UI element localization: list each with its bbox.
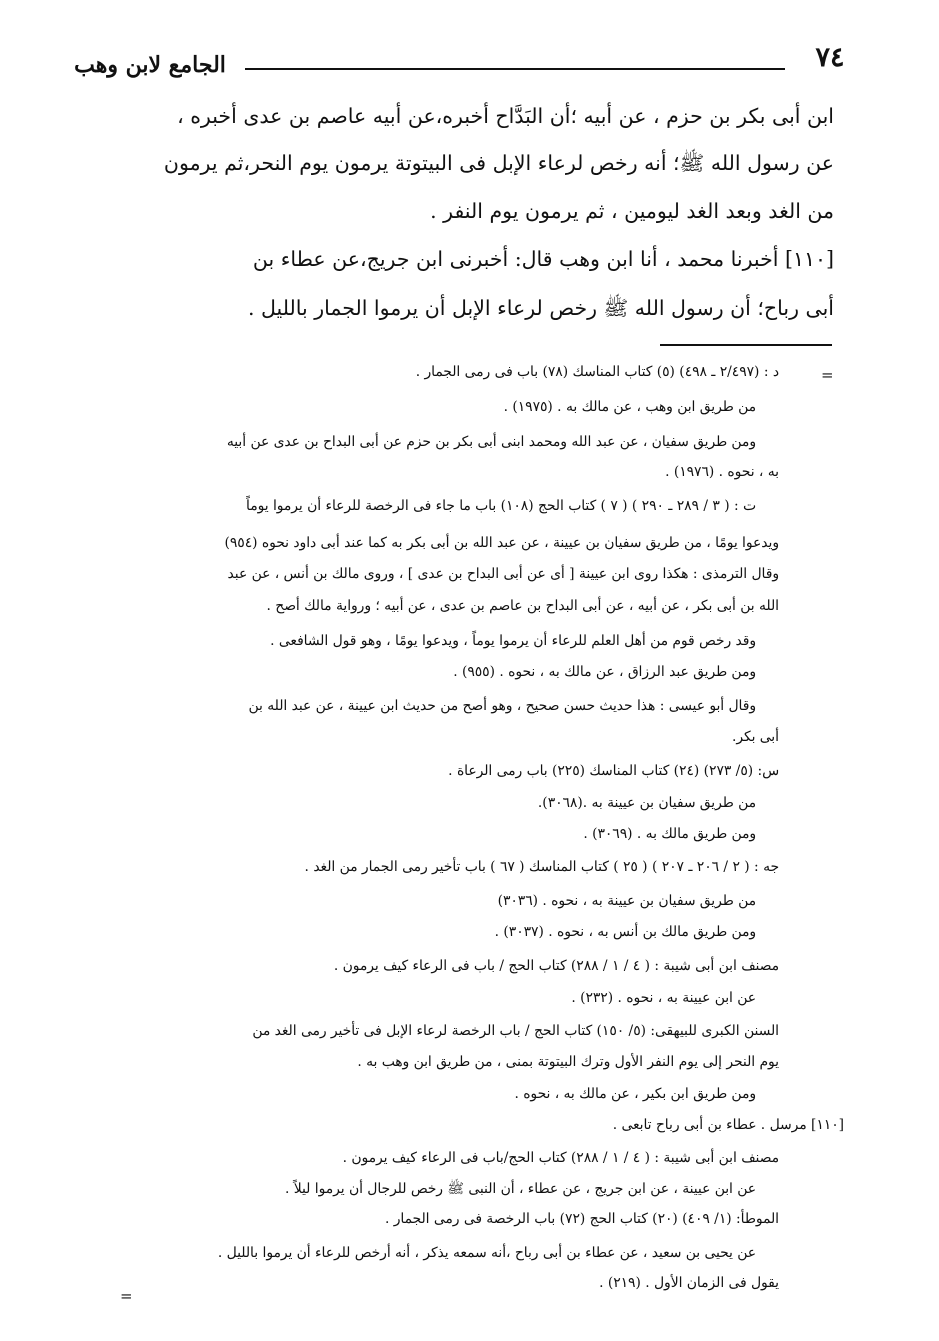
footnote-line: من طريق سفيان بن عيينة به .(٣٠٦٨). (537, 795, 756, 811)
footnote-line: السنن الكبرى للبيهقى: (٥/ ١٥٠) كتاب الحج / باب الرخصة لرعاء الإبل فى تأخير رمى الغد من (252, 1023, 779, 1039)
footnote-line: ت : ( ٣ / ٢٨٩ ـ ٢٩٠ ) ( ٧ ) كتاب الحج (١٠٨) باب ما جاء فى الرخصة للرعاء أن يرموا يوماً (246, 498, 756, 514)
main-text-line-2: عن رسول الله ﷺ؛ أنه رخص لرعاء الإبل فى البيتوتة يرمون يوم النحر،ثم يرمون (163, 151, 834, 175)
footnote-line: س: (٥/ ٢٧٣) (٢٤) كتاب المناسك (٢٢٥) باب رمى الرعاة . (448, 763, 779, 779)
footnote-line: عن ابن عيينة به ، نحوه . (٢٣٢) . (571, 990, 756, 1006)
end-mark: = (120, 1287, 133, 1305)
footnote-line: وقال أبو عيسى : هذا حديث حسن صحيح ، وهو أصح من حديث ابن عيينة ، عن عبد الله بن (248, 698, 756, 714)
footnote-rule (660, 344, 832, 346)
footnote-line: [١١٠] مرسل . عطاء بن أبى رباح تابعى . (612, 1117, 844, 1133)
footnote-line: به ، نحوه . (١٩٧٦) . (665, 464, 779, 480)
book-title: الجامع لابن وهب (74, 52, 226, 78)
main-text-line-1: ابن أبى بكر بن حزم ، عن أبيه ؛أن البَدَّاح أخبره،عن أبيه عاصم بن عدى أخبره ، (177, 104, 834, 128)
footnote-line: مصنف ابن أبى شيبة : ( ٤ / ١ / ٢٨٨) كتاب الحج/باب فى الرعاء كيف يرمون . (342, 1150, 779, 1166)
footnote-line: ويدعوا يومًا ، من طريق سفيان بن عيينة ، عن عبد الله بن أبى بكر به كما عند أبى داود نحوه (٩٥٤) (224, 535, 779, 551)
footnote-line: د : (٢/٤٩٧ ـ ٤٩٨) (٥) كتاب المناسك (٧٨) باب فى رمى الجمار . (415, 364, 779, 380)
footnote-line: الله بن أبى بكر ، عن أبيه ، عن أبى البداح بن عاصم بن عدى ، عن أبيه ؛ ورواية مالك أصح . (266, 598, 779, 614)
header-rule (245, 68, 785, 70)
footnote-line: ومن طريق مالك بن أنس به ، نحوه . (٣٠٣٧) . (494, 924, 756, 940)
main-text-line-4: [١١٠] أخبرنا محمد ، أنا ابن وهب قال: أخبرنى ابن جريج،عن عطاء بن (252, 247, 834, 271)
footnote-line: من طريق سفيان بن عيينة به ، نحوه . (٣٠٣٦) (497, 893, 756, 909)
page-number: ٧٤ (815, 42, 845, 73)
footnote-line: مصنف ابن أبى شيبة : ( ٤ / ١ / ٢٨٨) كتاب الحج / باب فى الرعاء كيف يرمون . (333, 958, 779, 974)
footnote-line: يوم النحر إلى يوم النفر الأول وترك البيتوتة بمنى ، من طريق ابن وهب به . (357, 1054, 779, 1070)
footnote-line: ومن طريق عبد الرزاق ، عن مالك به ، نحوه . (٩٥٥) . (453, 664, 756, 680)
footnote-line: وقال الترمذى : هكذا روى ابن عيينة [ أى عن أبى البداح بن عدى ] ، وروى مالك بن أنس ، عن عبد (227, 566, 779, 582)
main-text-line-3: من الغد وبعد الغد ليومين ، ثم يرمون يوم النفر . (430, 199, 834, 223)
footnote-line: ومن طريق ابن بكير ، عن مالك به ، نحوه . (514, 1086, 756, 1102)
footnote-line: ومن طريق سفيان ، عن عبد الله ومحمد ابنى أبى بكر بن حزم عن أبى البداح بن عدى عن أبيه (226, 434, 756, 450)
footnote-line: يقول فى الزمان الأول . (٢١٩) . (599, 1275, 779, 1291)
main-text-line-5: أبى رباح؛ أن رسول الله ﷺ رخص لرعاء الإبل أن يرموا الجمار بالليل . (248, 296, 834, 320)
footnote-line: وقد رخص قوم من أهل العلم للرعاء أن يرموا يوماً ، ويدعوا يومًا ، وهو قول الشافعى . (270, 633, 756, 649)
footnote-line: الموطأ: (١/ ٤٠٩) (٢٠) كتاب الحج (٧٢) باب الرخصة فى رمى الجمار . (384, 1211, 779, 1227)
footnote-line: أبى بكر. (731, 729, 779, 745)
footnote-line: من طريق ابن وهب ، عن مالك به . (١٩٧٥) . (503, 399, 756, 415)
continuation-mark: = (821, 366, 834, 384)
footnote-line: عن يحيى بن سعيد ، عن عطاء بن أبى رباح ،أنه سمعه يذكر ، أنه أرخص للرعاء أن يرموا بالليل . (217, 1245, 756, 1261)
footnote-line: جه : ( ٢ / ٢٠٦ ـ ٢٠٧ ) ( ٢٥ ) كتاب المناسك ( ٦٧ ) باب تأخير رمى الجمار من الغد . (304, 859, 779, 875)
footnote-line: عن ابن عيينة ، عن ابن جريج ، عن عطاء ، أن النبى ﷺ رخص للرجال أن يرموا ليلاً . (285, 1181, 756, 1197)
footnote-line: ومن طريق مالك به . (٣٠٦٩) . (583, 826, 756, 842)
